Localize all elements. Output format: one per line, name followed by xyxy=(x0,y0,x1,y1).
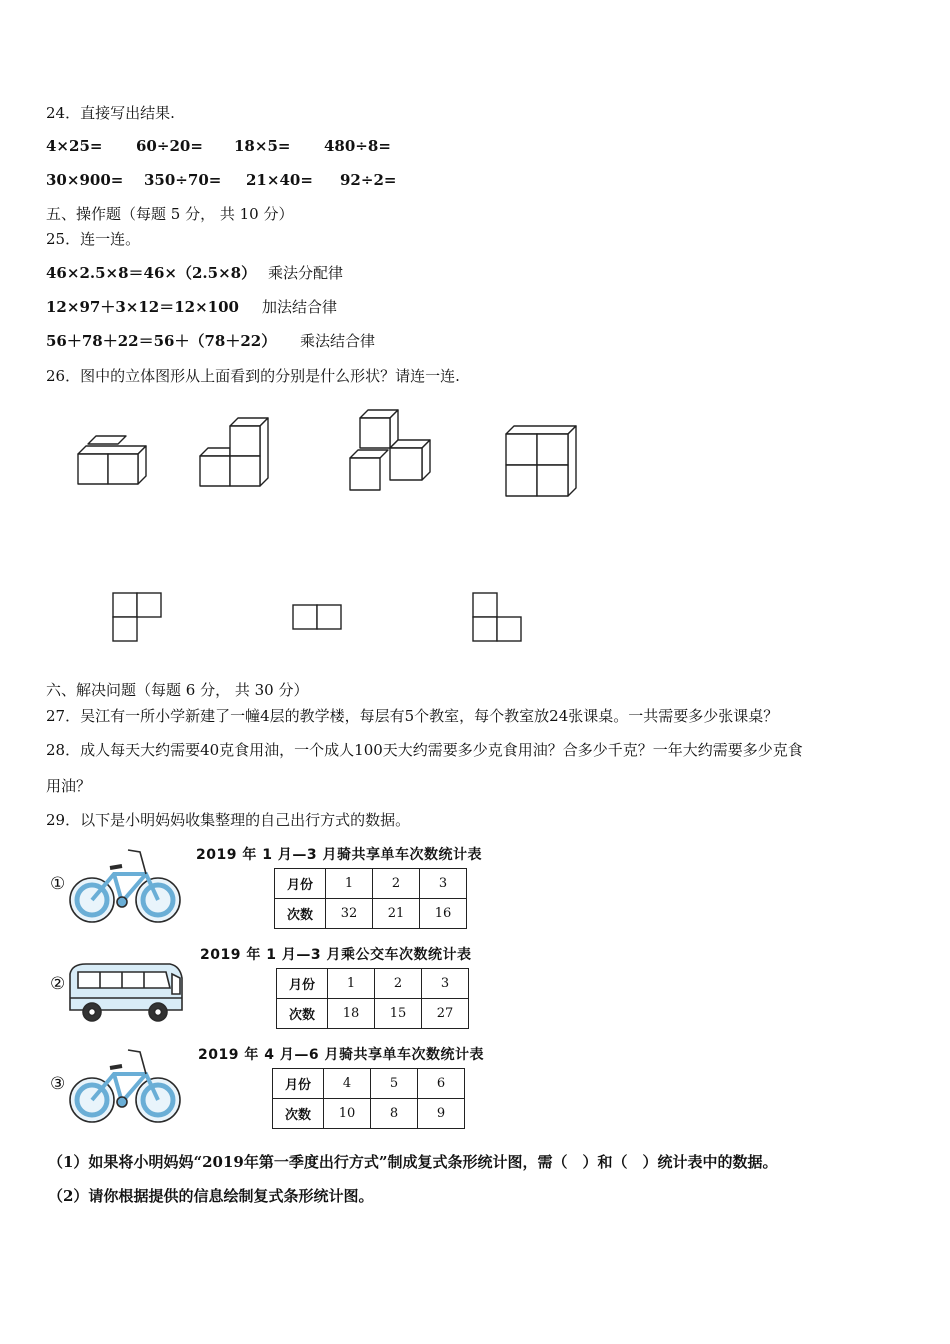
row-label: 次数 xyxy=(273,1099,324,1129)
calc-item: 92÷2= xyxy=(340,171,397,189)
table-cell: 21 xyxy=(373,899,420,929)
q25-law: 乘法分配律 xyxy=(268,264,344,282)
top-view-3 xyxy=(472,592,524,644)
stat-table-2 xyxy=(276,968,469,1029)
q25-row-1 xyxy=(46,262,406,282)
row-label: 次数 xyxy=(275,899,326,929)
solid-figure-2 xyxy=(198,416,278,496)
q25-expression: 46×2.5×8＝46×（2.5×8） xyxy=(46,264,257,282)
top-view-2 xyxy=(292,604,344,632)
table-cell: 15 xyxy=(375,999,422,1029)
bicycle-icon xyxy=(66,1044,186,1126)
q25-law: 加法结合律 xyxy=(262,298,338,316)
table-cell: 5 xyxy=(371,1069,418,1099)
calc-item: 18×5= xyxy=(234,137,291,155)
marker-2: ② xyxy=(50,974,66,994)
table-cell: 8 xyxy=(371,1099,418,1129)
q24-title: 24．直接写出结果. xyxy=(46,104,175,122)
q24-row-2 xyxy=(46,170,446,190)
q25-expression: 56＋78＋22＝56＋（78＋22） xyxy=(46,332,277,350)
table-cell: 3 xyxy=(422,969,469,999)
stat-table-1 xyxy=(274,868,467,929)
calc-item: 30×900= xyxy=(46,171,124,189)
table-row xyxy=(273,1069,465,1099)
q25-row-2 xyxy=(46,296,406,316)
q25-law: 乘法结合律 xyxy=(300,332,376,350)
table-cell: 1 xyxy=(326,869,373,899)
q25-row-3 xyxy=(46,330,406,350)
q29-sub-1: （1）如果将小明妈妈“2019年第一季度出行方式”制成复式条形统计图，需（ ）和（ ）统计表中的数据。 xyxy=(48,1153,778,1171)
table-cell: 10 xyxy=(324,1099,371,1129)
q27-text: 27．吴江有一所小学新建了一幢4层的教学楼，每层有5个教室，每个教室放24张课桌。一共需要多少张课桌？ xyxy=(46,707,779,725)
solid-figure-4 xyxy=(504,424,584,504)
marker-1: ① xyxy=(50,874,66,894)
q25-expression: 12×97＋3×12＝12×100 xyxy=(46,298,239,316)
table-cell: 9 xyxy=(418,1099,465,1129)
table-row xyxy=(275,899,467,929)
q28-text-line-2: 用油？ xyxy=(46,777,92,795)
q26-title: 26．图中的立体图形从上面看到的分别是什么形状？请连一连. xyxy=(46,367,460,385)
table-cell: 32 xyxy=(326,899,373,929)
solid-figure-3 xyxy=(348,408,438,498)
table-1-title: 2019 年 1 月—3 月骑共享单车次数统计表 xyxy=(196,847,482,863)
q29-sub-2: （2）请你根据提供的信息绘制复式条形统计图。 xyxy=(48,1187,374,1205)
calc-item: 4×25= xyxy=(46,137,103,155)
row-label: 月份 xyxy=(273,1069,324,1099)
row-label: 月份 xyxy=(277,969,328,999)
section-6-title: 六、解决问题（每题 6 分， 共 30 分） xyxy=(46,681,309,699)
bicycle-icon xyxy=(66,844,186,926)
calc-item: 21×40= xyxy=(246,171,313,189)
table-cell: 2 xyxy=(373,869,420,899)
bus-icon xyxy=(66,958,186,1024)
row-label: 次数 xyxy=(277,999,328,1029)
calc-item: 350÷70= xyxy=(144,171,222,189)
table-cell: 4 xyxy=(324,1069,371,1099)
stat-table-3 xyxy=(272,1068,465,1129)
q25-title: 25．连一连。 xyxy=(46,230,141,248)
table-row xyxy=(277,999,469,1029)
q24-row-1 xyxy=(46,136,446,156)
marker-3: ③ xyxy=(50,1074,66,1094)
table-cell: 18 xyxy=(328,999,375,1029)
table-cell: 3 xyxy=(420,869,467,899)
q29-title: 29．以下是小明妈妈收集整理的自己出行方式的数据。 xyxy=(46,811,411,829)
table-cell: 27 xyxy=(422,999,469,1029)
table-cell: 16 xyxy=(420,899,467,929)
row-label: 月份 xyxy=(275,869,326,899)
section-5-title: 五、操作题（每题 5 分， 共 10 分） xyxy=(46,205,294,223)
calc-item: 60÷20= xyxy=(136,137,203,155)
table-cell: 2 xyxy=(375,969,422,999)
calc-item: 480÷8= xyxy=(324,137,391,155)
table-3-title: 2019 年 4 月—6 月骑共享单车次数统计表 xyxy=(198,1047,484,1063)
table-row xyxy=(275,869,467,899)
top-view-1 xyxy=(112,592,164,644)
table-cell: 6 xyxy=(418,1069,465,1099)
solid-figure-1 xyxy=(76,434,166,494)
table-cell: 1 xyxy=(328,969,375,999)
q28-text-line-1: 28．成人每天大约需要40克食用油，一个成人100天大约需要多少克食用油？合多少千克？一年大约需要多少克食 xyxy=(46,741,803,759)
table-row xyxy=(273,1099,465,1129)
table-2-title: 2019 年 1 月—3 月乘公交车次数统计表 xyxy=(200,947,472,963)
table-row xyxy=(277,969,469,999)
